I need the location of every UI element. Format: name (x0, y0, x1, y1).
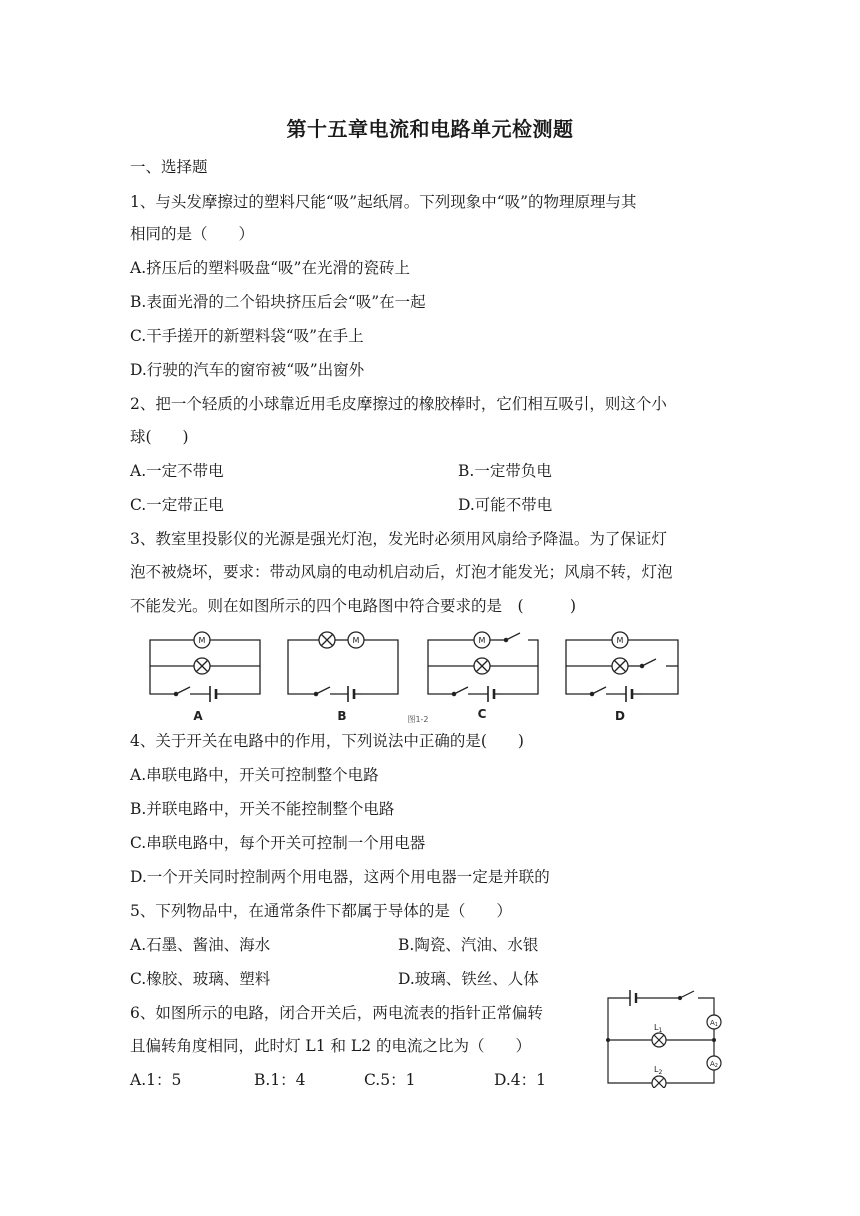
q1-stem-line1: 1、与头发摩擦过的塑料尺能“吸”起纸屑。下列现象中“吸”的物理原理与其 (130, 193, 637, 211)
q3-stem-line3: 不能发光。则在如图所示的四个电路图中符合要求的是 ( ) (130, 597, 577, 615)
figure-note: 图1-2 (407, 715, 429, 724)
lamp-l2-label: $L_2$ (654, 1065, 663, 1076)
q6-option-d: D.4：1 (494, 1071, 547, 1089)
q4-option-d: D.一个开关同时控制两个用电器，这两个用电器一定是并联的 (130, 868, 550, 886)
q1-stem-line2: 相同的是（ ） (130, 225, 255, 243)
q2-option-c: C.一定带正电 (130, 496, 224, 514)
q1-option-a: A.挤压后的塑料吸盘“吸”在光滑的瓷砖上 (130, 259, 410, 277)
q1-option-b: B.表面光滑的二个铅块挤压后会“吸”在一起 (130, 293, 426, 311)
q2-option-d: D.可能不带电 (458, 496, 553, 514)
section-heading: 一、选择题 (130, 158, 208, 176)
q1-option-d: D.行驶的汽车的窗帘被“吸”出窗外 (130, 361, 365, 379)
ammeter-a1-label: A1 (710, 1019, 718, 1028)
q2-option-b: B.一定带负电 (458, 462, 552, 480)
q5-option-b: B.陶瓷、汽油、水银 (398, 936, 539, 954)
q3-circuit-diagrams (140, 628, 700, 728)
circuit-label-a: A (193, 709, 203, 723)
circuit-label-d: D (615, 709, 625, 723)
q2-stem-line2: 球( ) (130, 428, 189, 446)
q5-option-a: A.石墨、酱油、海水 (130, 936, 271, 954)
q3-stem-line1: 3、教室里投影仪的光源是强光灯泡，发光时必须用风扇给予降温。为了保证灯 (130, 530, 667, 548)
q6-option-b: B.1：4 (254, 1071, 306, 1089)
q2-stem-line1: 2、把一个轻质的小球靠近用毛皮摩擦过的橡胶棒时，它们相互吸引，则这个小 (130, 395, 667, 413)
q4-option-a: A.串联电路中，开关可控制整个电路 (130, 766, 379, 784)
q3-stem-line2: 泡不被烧坏，要求：带动风扇的电动机启动后，灯泡才能发光；风扇不转，灯泡 (130, 563, 673, 581)
q4-stem: 4、关于开关在电路中的作用，下列说法中正确的是( ) (130, 732, 524, 750)
motor-label-a: M (198, 636, 206, 645)
q1-option-c: C.干手搓开的新塑料袋“吸”在手上 (130, 327, 364, 345)
q4-option-b: B.并联电路中，开关不能控制整个电路 (130, 800, 395, 818)
q5-option-c: C.橡胶、玻璃、塑料 (130, 970, 271, 988)
ammeter-a2-label: A2 (710, 1060, 718, 1069)
q5-option-d: D.玻璃、铁丝、人体 (398, 970, 539, 988)
circuit-b (288, 632, 398, 702)
circuit-label-c: C (477, 707, 487, 721)
page-title: 第十五章电流和电路单元检测题 (286, 117, 574, 141)
q6-stem-line1: 6、如图所示的电路，闭合开关后，两电流表的指针正常偏转 (130, 1004, 543, 1022)
q6-stem-line2: 且偏转角度相同，此时灯 L1 和 L2 的电流之比为（ ） (130, 1037, 532, 1055)
motor-label-d: M (616, 636, 624, 645)
q2-option-a: A.一定不带电 (130, 462, 224, 480)
motor-label-c: M (478, 636, 486, 645)
q6-circuit-diagram (598, 988, 730, 1088)
q4-option-c: C.串联电路中，每个开关可控制一个用电器 (130, 834, 426, 852)
motor-label-b: M (352, 636, 360, 645)
circuit-label-b: B (337, 709, 347, 723)
q6-option-a: A.1：5 (130, 1071, 182, 1089)
lamp-l1-label: $L_1$ (654, 1023, 663, 1034)
q5-stem: 5、下列物品中，在通常条件下都属于导体的是（ ） (130, 902, 512, 920)
q6-option-c: C.5：1 (364, 1071, 416, 1089)
